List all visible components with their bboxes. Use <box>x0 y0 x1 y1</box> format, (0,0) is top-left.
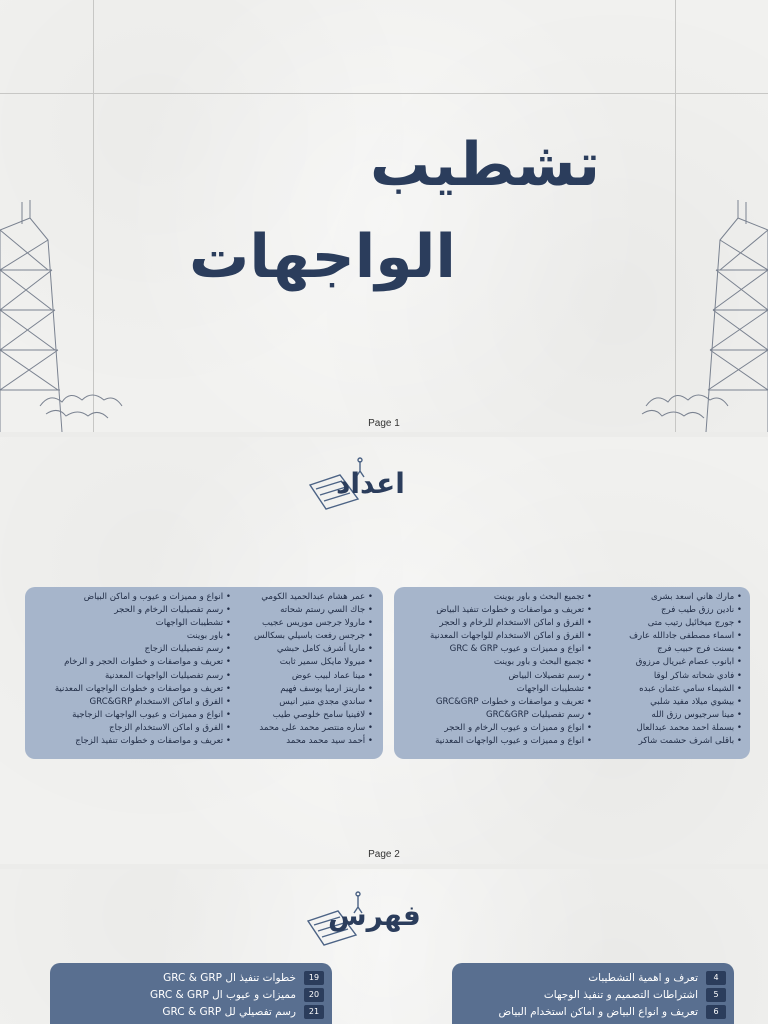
section-heading-index: فهرس <box>328 899 421 932</box>
frame-line-top <box>0 93 768 94</box>
toc-row[interactable] <box>150 986 324 1003</box>
list-item: • انواع و مميزات و عيوب الواجهات المعدنية <box>430 735 592 748</box>
list-item: • ابانوب عصام غبريال مرزوق <box>629 656 742 669</box>
title-line-1: تشطيب <box>369 130 600 200</box>
left-tower-illustration <box>0 200 130 432</box>
toc-page-number: 20 <box>304 988 324 1002</box>
list-item: • جاك السي رستم شحاته <box>254 604 373 617</box>
list-item: • جورج ميخائيل رتيب متى <box>629 617 742 630</box>
list-item: • رسم تفصيلات البياض <box>430 670 592 683</box>
page-1 <box>0 0 768 432</box>
topics-column <box>55 591 231 748</box>
toc-page-number: 19 <box>304 971 324 985</box>
list-item: • انواع و مميزات و عيوب الواجهات الزجاجية <box>55 709 231 722</box>
toc-card-left <box>50 963 332 1024</box>
toc-row[interactable] <box>544 986 726 1003</box>
toc-page-number: 5 <box>706 988 726 1002</box>
page-label-1: Page 1 <box>368 418 400 429</box>
list-item: • بسنت فرج حبيب فرج <box>629 643 742 656</box>
list-item: • مينا سرجيوس رزق الله <box>629 709 742 722</box>
list-item: • ماريا أشرف كامل حبشي <box>254 643 373 656</box>
toc-entry-text: تعريف و انواع البياض و اماكن استخدام البياض <box>498 1005 698 1018</box>
toc-row[interactable] <box>498 1003 726 1020</box>
toc-page-number: 6 <box>706 1005 726 1019</box>
list-item: • نادين رزق طيب فرج <box>629 604 742 617</box>
list-item: • عمر هشام عبدالحميد الكومي <box>254 591 373 604</box>
list-item: • مارينز ارميا يوسف فهيم <box>254 683 373 696</box>
toc-entry-text: رسم تفصيلي لل GRC & GRP <box>162 1005 296 1018</box>
list-item: • انواع و مميزات و عيوب GRC & GRP <box>430 643 592 656</box>
list-item: • الفرق و اماكن الاستخدام للواجهات المعدنية <box>430 630 592 643</box>
list-item: • الفرق و اماكن الاستخدام الزجاج <box>55 722 231 735</box>
list-item: • الشيماء سامي عثمان عبده <box>629 683 742 696</box>
list-item: • مارولا جرجس موريس عجيب <box>254 617 373 630</box>
list-item: • لافينيا سامح خلوصي طيب <box>254 709 373 722</box>
list-item: • الفرق و اماكن الاستخدام للرخام و الحجر <box>430 617 592 630</box>
list-item: • رسم تفصيليات الواجهات المعدنية <box>55 670 231 683</box>
title-line-2: الواجهات <box>189 222 456 292</box>
toc-entry-text: اشتراطات التصميم و تنفيذ الوجهات <box>543 988 698 1001</box>
toc-card-right <box>452 963 734 1024</box>
names-column <box>629 591 742 748</box>
list-item: • تشطيبات الواجهات <box>430 683 592 696</box>
list-item: • بسملة احمد محمد عبدالعال <box>629 722 742 735</box>
section-heading-prepared-by: اعداد <box>336 467 405 500</box>
list-item: • انواع و مميزات و عيوب الرخام و الحجر <box>430 722 592 735</box>
toc-page-number: 21 <box>304 1005 324 1019</box>
list-item: • تشطيبات الواجهات <box>55 617 231 630</box>
list-item: • ساره منتصر محمد على محمد <box>254 722 373 735</box>
list-item: • بيشوي ميلاد مفيد شلبي <box>629 696 742 709</box>
list-item: • باور بوينت <box>55 630 231 643</box>
toc-row[interactable] <box>162 1003 324 1020</box>
list-item: • اسماء مصطفى جادالله عارف <box>629 630 742 643</box>
list-item: • تعريف و مواصفات و خطوات تنفيذ الزجاج <box>55 735 231 748</box>
right-tower-illustration <box>638 200 768 432</box>
list-item: • تعريف و مواصفات و خطوات الحجر و الرخام <box>55 656 231 669</box>
team-card-right <box>394 587 750 759</box>
topics-column <box>430 591 592 748</box>
page-2 <box>0 437 768 864</box>
toc-row[interactable] <box>588 969 726 986</box>
toc-entry-text: تعرف و اهمية التشطيبات <box>588 971 698 984</box>
list-item: • تجميع البحث و باور بوينت <box>430 656 592 669</box>
toc-entry-text: مميزات و عيوب ال GRC & GRP <box>149 988 296 1001</box>
names-column <box>254 591 373 748</box>
list-item: • ميرولا مايكل سمير ثابت <box>254 656 373 669</box>
toc-row[interactable] <box>163 969 324 986</box>
list-item: • تجميع البحث و باور بوينت <box>430 591 592 604</box>
list-item: • انواع و مميزات و عيوب و اماكن البياض <box>55 591 231 604</box>
list-item: • أحمد سيد محمد محمد <box>254 735 373 748</box>
list-item: • جرجس رفعت باسيلي بسكالس <box>254 630 373 643</box>
list-item: • مينا عماد لبيب عوض <box>254 670 373 683</box>
toc-entry-text: خطوات تنفيذ ال GRC & GRP <box>163 971 296 984</box>
list-item: • باقلى اشرف حشمت شاكر <box>629 735 742 748</box>
list-item: • ساندي مجدي منير انيس <box>254 696 373 709</box>
list-item: • الفرق و اماكن الاستخدام GRC&GRP <box>55 696 231 709</box>
page-3 <box>0 869 768 1024</box>
team-card-left <box>25 587 383 759</box>
list-item: • فادي شحاته شاكر لوقا <box>629 670 742 683</box>
page-label-2: Page 2 <box>368 849 400 860</box>
list-item: • رسم تفصيليات الرخام و الحجر <box>55 604 231 617</box>
list-item: • مارك هاني اسعد بشرى <box>629 591 742 604</box>
list-item: • تعريف و مواصفات و خطوات تنفيذ البياض <box>430 604 592 617</box>
list-item: • تعريف و مواصفات و خطوات الواجهات المعدنية <box>55 683 231 696</box>
list-item: • رسم تفصيليات الزجاج <box>55 643 231 656</box>
list-item: • تعريف و مواصفات و خطوات GRC&GRP <box>430 696 592 709</box>
list-item: • رسم تفصيليات GRC&GRP <box>430 709 592 722</box>
toc-page-number: 4 <box>706 971 726 985</box>
